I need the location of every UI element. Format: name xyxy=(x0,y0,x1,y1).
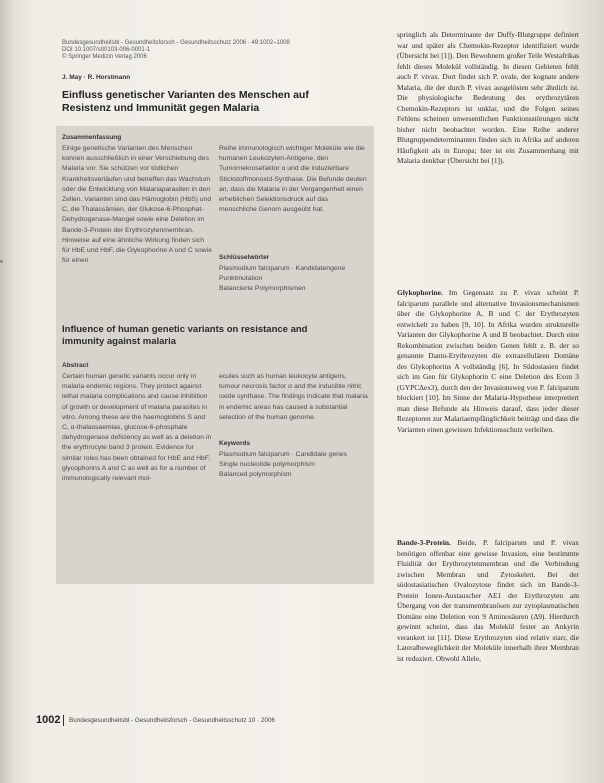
abstract-col2: ecules such as human leukocyte antigens, tumour necrosis factor α and the inducible nitric oxide synthase. The findings indicate that malaria in endemic areas has caused a substantial selection of the human genome. xyxy=(219,373,368,421)
abstract-col1: Certain human genetic variants occur only in malaria endemic regions. They protect against lethal malaria complications and cause inhibition of growth or development of malaria parasites in vitro. Among these are the haemoglobins S and C, α-thalassaemias, glucose-6-phosphate dehydrogenase deficiency as well as a deletion in the erythrocyte band 3 protein. Evidence for similar roles has been obtained for HbE and HbF, glycophorins A and C as well as for a number of immunologically relevant mol- xyxy=(62,373,212,483)
glycophorine-lead: Glykophorine. xyxy=(397,288,443,297)
summary-heading: Zusammenfassung xyxy=(62,134,122,141)
paragraph-band3 xyxy=(397,538,579,752)
body-right-column xyxy=(397,30,579,752)
summary-col1: Einige genetische Varianten des Menschen konnen ausschließlich in einer Verschiebung des Malaria vor. Sie schützen vor tödlichen Krankheitsverläufen und betreffen das Wachstum oder die Entwicklung von Malariaparasiten in den Zellen. Varianten sind das Hämoglobin (HbS) und C, die Thalassämien, der Glukose-6-Phosphat-Dehydrogenase-Mangel sowie eine Deletion im Bande-3-Protein der Erythrozytenmembran. Hinweise auf eine ähnliche Wirkung finden sich für HbE und HbF, die Glykophorine A und C sowie für einen xyxy=(62,145,212,265)
paragraph-duffy: springlich als Determinante der Duffy-Blutgruppe definiert war und später als Chemokin-Rezeptor identifiziert wurde (Übersicht bei [1]). Den Bewohnern großer Teile Westafrikas fehlt dieses Molekül vollständig. In diesen Gebieten fehlt auch P. vivax. Dort findet sich P. ovale, der kognate andere Malaria, die der durch P. vivax ausgelösten sehr ähnlich ist. Die physiologische Bedeutung des erythrozytären Chemokin-Rezeptors ist unklar, und die Folgen seines Fehlens scheinen unwesentlichen Funktionsstörungen nicht bisher nicht beobachtet worden. Eine Reihe anderer Blutgruppendeterminanten finden sich in Afrika auf anderen Häufigkeit als in Europa; hier ist ein Zusammenhang mit Malaria denkbar (Übersicht bei [1]). xyxy=(397,30,579,165)
article-header xyxy=(62,40,322,61)
keywords-de-heading: Schlüsselwörter xyxy=(219,254,270,261)
page-number: 1002 xyxy=(36,714,61,726)
header-doi: DOI 10.1007/s00103-006-0001-1 xyxy=(62,47,151,53)
band3-text: Beide, P. falciparum und P. vivax benötigen offenbar eine gewisse Invasion, eine bestimmte Fluidität der Erythrozytenmembran und die Verbindung zwischen Membran und Zytoskelett. Bei der südostasiatischen Ovalozytose findet sich im Bande-3-Protein Ionen-Austauscher AE1 der Erythrozyten am Übergang von der transmembranösen zur zytoplasmatischen Domäne eine Deletion von 9 Aminosäuren (Δ9). Hierdurch gewinnt scheint, dass das Molekül fester an Ankyrin verankert ist [11]. Diese Erythrozyten sind relativ starr, die Lateralbeweglichkeit der Moleküle innerhalb ihrer Membran ist reduziert. Obwohl Allele, xyxy=(397,538,579,663)
glycophorine-text: Im Gegensatz zu P. vivax scheint P. falciparum parallele und alternative Invasionsmechanismen über die Glykophorine A, B und C der Erythrozyten entwickelt zu haben [9, 10]. In Afrika wurden strukturelle Varianten der Glykophorine A und B beobachtet. Durch eine Rekombination zwischen beiden Genen fehlt z. B. der so genannte Dantu-Erythrozyten die extrazellulären Domäne des Glykophorins A vollständig [6]. In Südostasien findet sich im Gen für Glykophorin C eine Deletion des Exon 3 (GYPCΔex3), durch den der Invasionsweg von P. falciparum blockiert [10]. Im Sinne der Malaria-Hypothese interpretiert man diese Befunde als Hinweis darauf, dass jeder dieser Rezeptoren zur Malariaempfänglichkeit beiträgt und dass die Varianten einen gewissen Infektionsschutz verleihen. xyxy=(397,288,579,434)
keyword-de-1: Plasmodium falciparum · Kandidatengene xyxy=(219,265,346,272)
page-footer xyxy=(36,714,356,728)
band3-lead: Bande-3-Protein. xyxy=(397,538,451,547)
keyword-en-2: Single nucleotide polymorphism xyxy=(219,461,315,468)
keyword-en-3: Balanced polymorphism xyxy=(219,471,292,478)
abstract-heading: Abstract xyxy=(62,362,89,369)
keyword-de-3: Balancierte Polymorphismen xyxy=(219,285,306,292)
binding-mark xyxy=(0,260,3,263)
footer-divider xyxy=(63,715,64,726)
authors: J. May · R. Horstmann xyxy=(62,74,131,81)
keyword-en-1: Plasmodium falciparum · Candidate genes xyxy=(219,451,348,458)
binding-shadow xyxy=(0,0,14,783)
keyword-de-2: Punktmutation xyxy=(219,275,263,282)
title-german: Einfluss genetischer Varianten des Menschen auf Resistenz und Immunität gegen Malaria xyxy=(62,89,309,114)
keywords-en-heading: Keywords xyxy=(219,440,251,447)
summary-col2: Reihe immunologisch wichtiger Moleküle wie die humanen Leukozyten-Antigene, den Tumornekrosefaktor α und die induzierbare Stickstoffmonoxid-Synthase. Die Befunde deuten an, dass die Malaria in der Vergangenheit einen erheblichen Selektionsdruck auf das menschliche Genom ausgeübt hat. xyxy=(219,145,367,214)
paragraph-glycophorine xyxy=(397,288,579,530)
footer-journal: Bundesgesundheitsbl - Gesundheitsforsch - Gesundheitsschutz 10 · 2006 xyxy=(69,717,275,724)
header-journal-line: Bundesgesundheitsbl - Gesundheitsforsch - Gesundheitsschutz 2006 · 49:1002–1008 xyxy=(62,40,290,46)
title-english: Influence of human genetic variants on resistance and immunity against malaria xyxy=(62,324,308,347)
header-copyright: © Springer Medizin Verlag 2006 xyxy=(62,54,147,60)
